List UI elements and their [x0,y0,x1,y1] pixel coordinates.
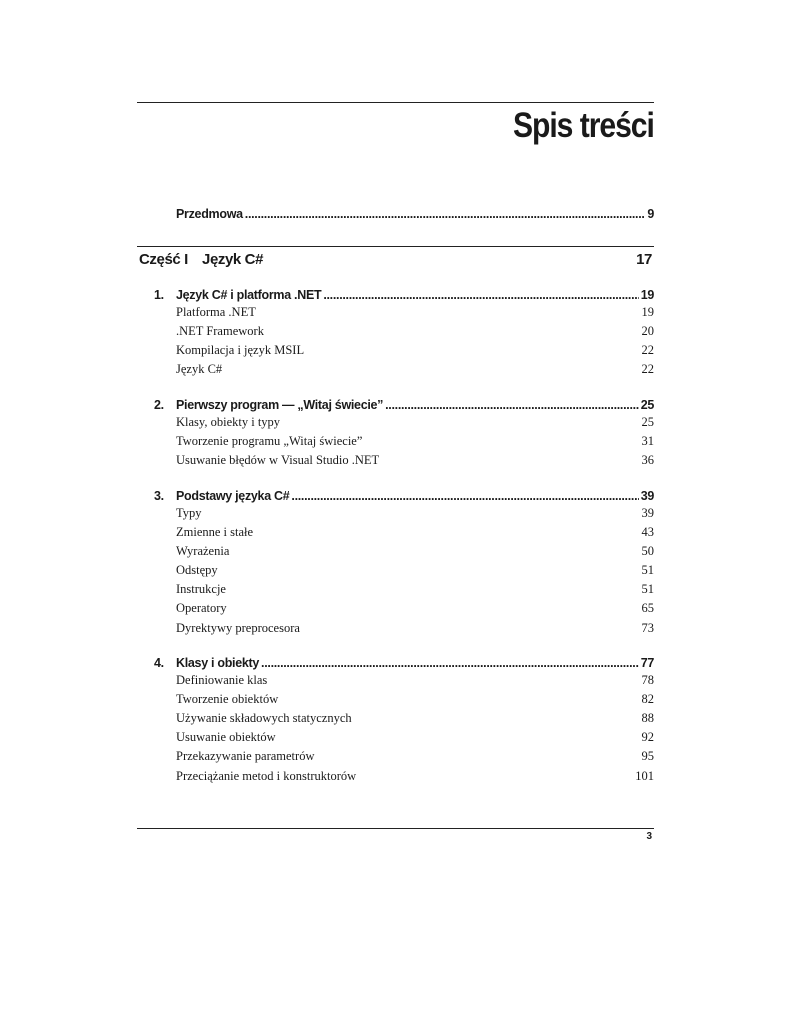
section-title: Zmienne i stałe [176,525,254,539]
page-title: Spis treści [513,106,654,145]
section-page: 92 [641,730,654,744]
chapter-title: Język C# i platforma .NET [176,288,322,302]
section-page: 73 [641,621,654,635]
section-title: Operatory [176,601,227,615]
section-entry [176,730,654,749]
section-page: 43 [641,525,654,539]
section-title: Tworzenie programu „Witaj świecie” [176,434,363,448]
section-title: Język C# [176,362,223,376]
section-entry [176,769,654,788]
section-page: 39 [641,506,654,520]
toc-entry-preface [176,207,654,225]
page-number: 3 [646,831,652,842]
section-page: 50 [641,544,654,558]
section-entry [176,692,654,711]
section-entry [176,343,654,362]
section-page: 101 [635,769,654,783]
section-title: Definiowanie klas [176,673,268,687]
dot-leader [323,288,638,302]
top-rule [137,102,654,103]
chapter-number: 2. [154,398,164,412]
section-page: 25 [641,415,654,429]
section-page: 36 [641,453,654,467]
section-page: 20 [641,324,654,338]
part-label: Część I [139,251,188,268]
section-entry [176,506,654,525]
section-page: 51 [641,563,654,577]
section-entry [176,324,654,343]
chapter-number: 1. [154,288,164,302]
section-title: Usuwanie obiektów [176,730,276,744]
dot-leader [245,207,646,221]
chapter-title: Pierwszy program — „Witaj świecie” [176,398,384,412]
section-page: 31 [641,434,654,448]
section-entry [176,415,654,434]
section-entry [176,711,654,730]
dot-leader [261,656,639,670]
section-entry [176,525,654,544]
chapter-title: Podstawy języka C# [176,489,290,503]
chapter-entry [154,398,654,416]
section-page: 88 [641,711,654,725]
part-rule [137,246,654,247]
section-title: Instrukcje [176,582,226,596]
chapter-page: 77 [640,656,654,670]
part-page: 17 [636,251,652,268]
chapter-title: Klasy i obiekty [176,656,260,670]
chapter-entry [154,288,654,306]
section-page: 78 [641,673,654,687]
chapter-entry [154,656,654,674]
preface-page: 9 [647,207,654,221]
section-entry [176,434,654,453]
dot-leader [291,489,638,503]
section-title: Wyrażenia [176,544,230,558]
bottom-rule [137,828,654,829]
chapter-page: 19 [640,288,654,302]
section-page: 82 [641,692,654,706]
section-entry [176,453,654,472]
section-title: Klasy, obiekty i typy [176,415,281,429]
chapter-number: 3. [154,489,164,503]
section-page: 65 [641,601,654,615]
section-title: Kompilacja i język MSIL [176,343,305,357]
chapter-page: 39 [640,489,654,503]
section-entry [176,621,654,640]
preface-label: Przedmowa [176,207,243,221]
section-title: Przeciążanie metod i konstruktorów [176,769,357,783]
section-title: Przekazywanie parametrów [176,749,315,763]
section-entry [176,582,654,601]
section-title: Używanie składowych statycznych [176,711,352,725]
section-page: 22 [641,343,654,357]
dot-leader [385,398,639,412]
section-title: Platforma .NET [176,305,256,319]
section-entry [176,544,654,563]
section-title: Usuwanie błędów w Visual Studio .NET [176,453,380,467]
section-title: Odstępy [176,563,218,577]
section-entry [176,305,654,324]
chapter-entry [154,489,654,507]
part-title: Język C# [202,251,264,268]
section-page: 22 [641,362,654,376]
chapter-number: 4. [154,656,164,670]
section-page: 19 [641,305,654,319]
section-title: Typy [176,506,202,520]
section-title: Tworzenie obiektów [176,692,279,706]
section-entry [176,362,654,381]
section-page: 95 [641,749,654,763]
chapter-page: 25 [640,398,654,412]
section-entry [176,601,654,620]
section-page: 51 [641,582,654,596]
section-entry [176,749,654,768]
section-entry [176,673,654,692]
section-title: .NET Framework [176,324,264,338]
section-title: Dyrektywy preprocesora [176,621,300,635]
section-entry [176,563,654,582]
